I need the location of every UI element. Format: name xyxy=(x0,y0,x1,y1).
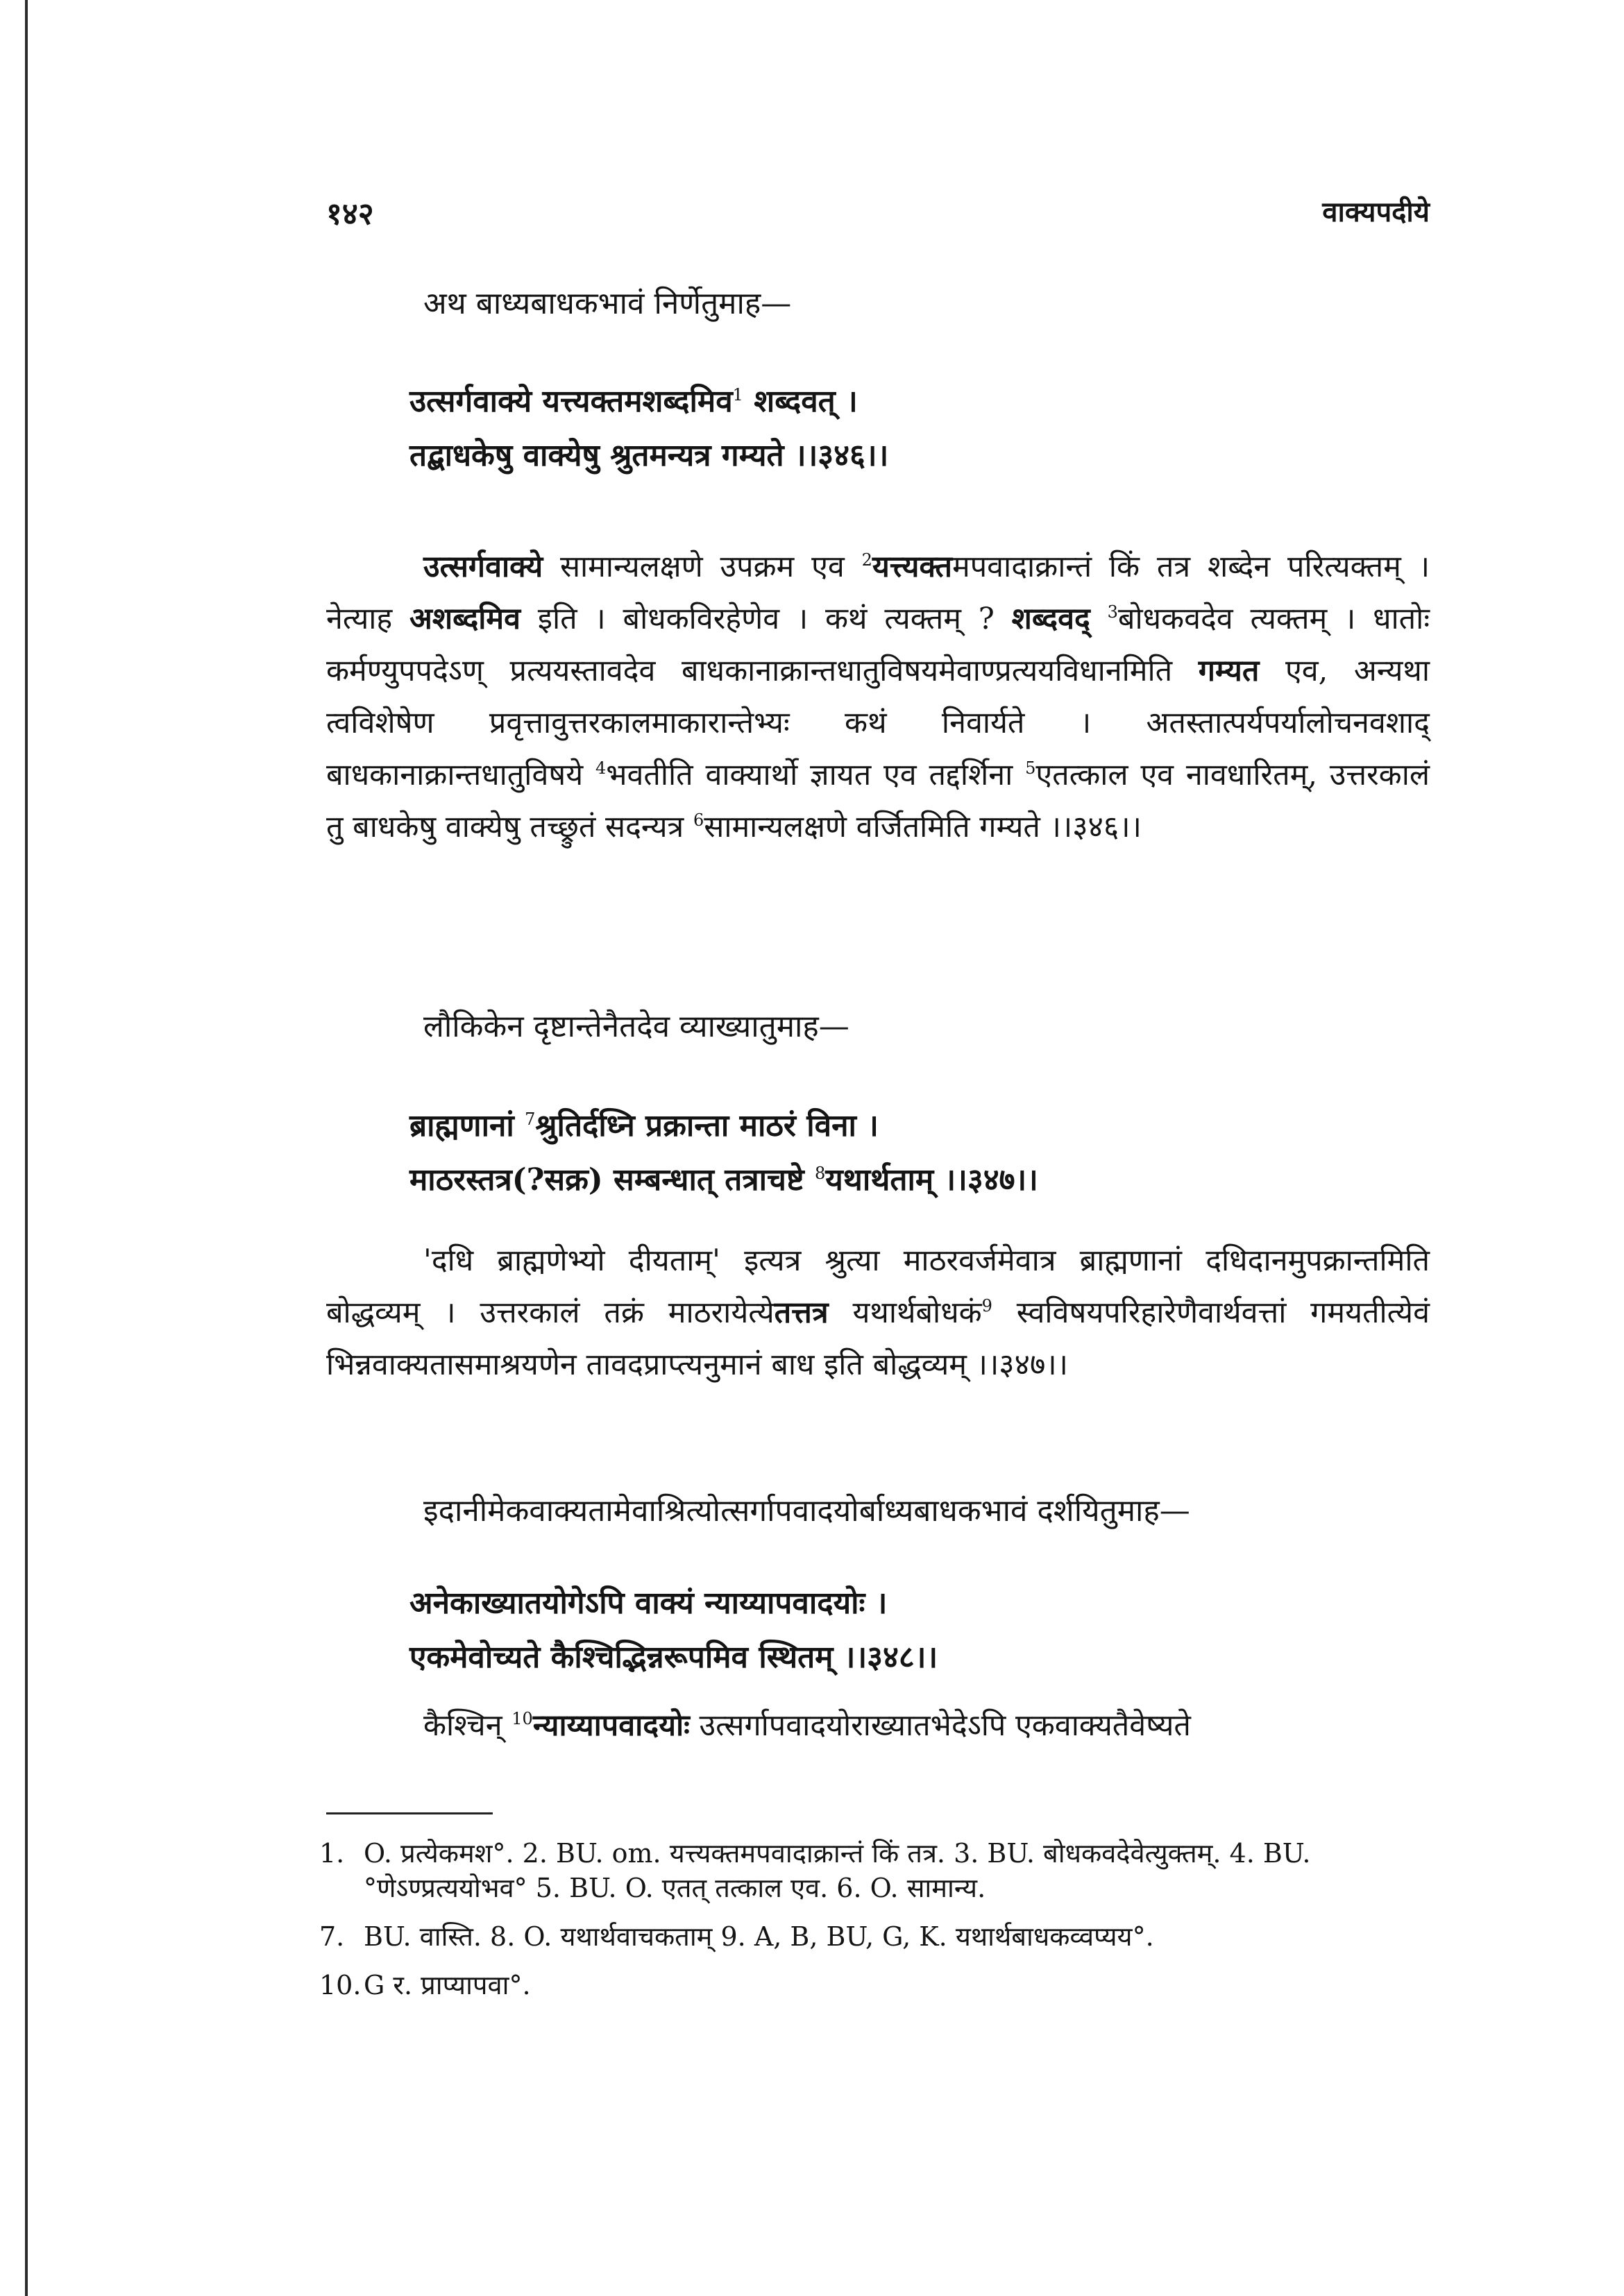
footnote-ref: 1 xyxy=(732,385,743,405)
footnote xyxy=(319,1968,1430,2002)
footnote-ref: 3 xyxy=(1107,602,1118,622)
footnote-text: G र. प्राप्यापवा°. xyxy=(364,1970,531,2000)
footnote-text: BU. वास्ति. 8. O. यथार्थवाचकताम् 9. A, B, BU, G, K. यथार्थबाधकव्वप्यय°. xyxy=(364,1921,1154,1952)
footnote-ref: 5 xyxy=(1025,758,1036,778)
footnote xyxy=(319,1919,1430,1954)
footnote-number: 7. xyxy=(319,1921,345,1952)
verse-346 xyxy=(326,375,1513,483)
footnotes xyxy=(319,1836,1430,2016)
footnote-ref: 8 xyxy=(814,1164,826,1183)
page-header xyxy=(326,192,1430,240)
commentary-346: उत्सर्गवाक्ये सामान्यलक्षणे उपक्रम एव $^2$यत्त्यक्तमपवादाक्रान्तं किं तत्र शब्देन परित्यक्तम् । नेत्याह अशब्दमिव इति । बोधकविरहेणेव । कथं त्यक्तम् ? शब्दवद् $^3$बोधकवदेव त्यक्तम् । धातोः कर्मण्युपपदेऽण् प्रत्ययस्तावदेव बाधकानाक्रान्तधातुविषयमेवाण्प्रत्ययविधानमिति गम्यत एव, अन्यथा त्वविशेषेण प्रवृत्तावुत्तरकालमाकारान्तेभ्यः कथं निवार्यते । अतस्तात्पर्यपर्यालोचनवशाद् बाधकानाक्रान्तधातुविषये $^4$भवतीति वाक्यार्थो ज्ञायत एव तद्दर्शिना $^5$एतत्काल एव नावधारितम्, उत्तरकालं तु बाधकेषु वाक्येषु तच्छ्रुतं सदन्यत्र $^6$सामान्यलक्षणे वर्जितमिति गम्यते ।।३४६।। xyxy=(326,550,1430,844)
section-intro: इदानीमेकवाक्यतामेवाश्रित्योत्सर्गापवादयोर्बाध्यबाधकभावं दर्शयितुमाह— xyxy=(423,1493,1190,1529)
verse-line: माठरस्तत्र(?सक्र) सम्बन्धात् तत्राचष्टे $^8$यथार्थताम् ।।३४७।। xyxy=(409,1162,1038,1198)
verse-line: एकमेवोच्यते कैश्चिद्भिन्नरूपमिव स्थितम् ।।३४८।। xyxy=(409,1640,938,1675)
footnote-ref: 7 xyxy=(525,1109,536,1129)
footnote-ref: 2 xyxy=(861,550,872,570)
running-head: वाक्यपदीये xyxy=(1322,196,1430,228)
section-intro: लौकिकेन दृष्टान्तेनैतदेव व्याख्यातुमाह— xyxy=(423,1009,849,1044)
footnote-rule xyxy=(326,1812,493,1814)
verse-348 xyxy=(326,1576,1513,1685)
footnote-number: 1. xyxy=(319,1838,345,1869)
verse-line: ब्राह्मणानां $^7$श्रुतिर्दध्नि प्रक्रान्ता माठरं विना । xyxy=(409,1108,879,1143)
footnote xyxy=(319,1836,1430,1905)
footnote-ref: 9 xyxy=(981,1296,992,1316)
section-intro: अथ बाध्यबाधकभावं निर्णेतुमाह— xyxy=(423,286,792,321)
commentary-348: कैश्चिन् $^{10}$न्याय्यापवादयोः उत्सर्गापवादयोराख्यातभेदेऽपि एकवाक्यतैवेष्यते xyxy=(423,1708,1191,1743)
page-edge-line xyxy=(25,0,28,2296)
verse-347 xyxy=(326,1099,1513,1207)
footnote-ref: 6 xyxy=(693,810,704,830)
footnote-ref: 4 xyxy=(595,758,607,778)
footnote-ref: 10 xyxy=(511,1709,533,1728)
verse-line: तद्बाधकेषु वाक्येषु श्रुतमन्यत्र गम्यते ।।३४६।। xyxy=(409,438,889,473)
page-number: १४२ xyxy=(326,196,374,232)
footnote-text: O. प्रत्येकमश°. 2. BU. om. यत्त्यक्तमपवादाक्रान्तं किं तत्र. 3. BU. बोधकवदेवेत्युक्तम्. 4. BU. °णेऽण्प्रत्ययोभव° 5. BU. O. एतत् तत्काल एव. 6. O. सामान्य. xyxy=(364,1838,1311,1903)
verse-line: अनेकाख्यातयोगेऽपि वाक्यं न्याय्यापवादयोः । xyxy=(409,1585,888,1621)
verse-line: उत्सर्गवाक्ये यत्त्यक्तमशब्दमिव$^1$ शब्दवत् । xyxy=(409,384,858,419)
commentary-347: 'दधि ब्राह्मणेभ्यो दीयताम्' इत्यत्र श्रुत्या माठरवर्जमेवात्र ब्राह्मणानां दधिदानमुपक्रान्तमिति बोद्धव्यम् । उत्तरकालं तक्रं माठरायेत्येतत्तत्र यथार्थबोधकं$^9$ स्वविषयपरिहारेणैवार्थवत्तां गमयतीत्येवं भिन्नवाक्यतासमाश्रयणेन तावदप्राप्त्यनुमानं बाध इति बोद्धव्यम् ।।३४७।। xyxy=(326,1243,1430,1382)
footnote-number: 10. xyxy=(319,1970,362,2000)
